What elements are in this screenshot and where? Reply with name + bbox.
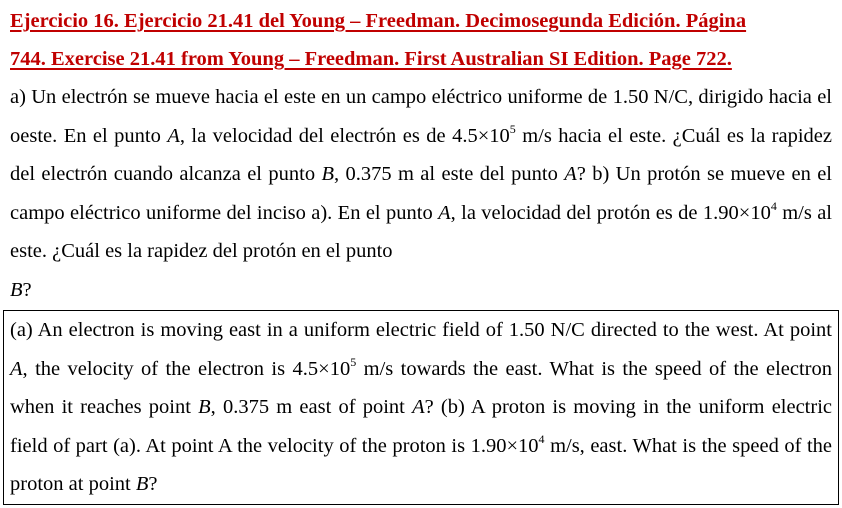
spanish-problem-text — [0, 78, 842, 309]
point-a-label: A — [564, 163, 577, 185]
english-problem-text — [10, 311, 832, 504]
title-line-2: 744. Exercise 21.41 from Young – Freedman. First Australian SI Edition. Page 722. — [10, 48, 732, 70]
spanish-text-segment: , la velocidad del electrón es de 4.5×10 — [179, 124, 510, 147]
point-b-label: B — [135, 473, 149, 495]
point-a-label: A — [412, 396, 425, 418]
english-text-segment: ? — [148, 473, 158, 495]
spanish-text-segment: m/s al este. ¿Cuál es la rapidez del protón en el punto — [10, 201, 833, 262]
point-a-label: A — [167, 124, 180, 147]
english-text-segment: ? (b) A proton is moving in the uniform electric field of part (a). At point A the velocity of the proton is 1.90×10 — [10, 396, 832, 457]
english-text-segment: m/s, east. What is the speed of the proton at point — [10, 434, 832, 495]
english-text-segment: (a) An electron is moving east in a uniform electric field of 1.50 N/C directed to the west. At point — [10, 319, 832, 341]
exercise-title — [0, 0, 842, 78]
spanish-text-segment: m/s hacia el este. ¿Cuál es la rapidez del electrón cuando alcanza el punto — [10, 124, 833, 185]
exponent: 5 — [509, 121, 516, 136]
spanish-text-segment: ? — [22, 278, 32, 301]
exponent: 4 — [538, 431, 545, 446]
spanish-text-segment: , la velocidad del protón es de 1.90×10 — [450, 201, 771, 224]
point-a-label: A — [438, 201, 451, 224]
point-b-label: B — [10, 278, 23, 301]
point-b-label: B — [321, 163, 334, 185]
exponent: 4 — [770, 198, 777, 213]
spanish-text-segment: , 0.375 m al este del punto — [333, 163, 565, 185]
exponent: 5 — [350, 354, 357, 369]
english-text-segment: , the velocity of the electron is 4.5×10 — [22, 357, 351, 380]
spanish-text-segment: ? b) Un protón se mueve en el campo eléctrico uniforme del inciso a). En el punto — [10, 163, 832, 224]
english-problem-box — [3, 310, 839, 505]
english-text-segment: m/s towards the east. What is the speed of the electron when it reaches point — [10, 357, 832, 418]
english-text-segment: , 0.375 m east of point — [210, 396, 413, 418]
point-a-label: A — [10, 357, 23, 380]
title-line-1: Ejercicio 16. Ejercicio 21.41 del Young – Freedman. Decimosegunda Edición. Página — [10, 10, 747, 32]
spanish-text-segment: a) Un electrón se mueve hacia el este en un campo eléctrico uniforme de 1.50 N/C, dirigido hacia el oeste. En el punto — [10, 86, 832, 147]
point-b-label: B — [198, 396, 211, 418]
